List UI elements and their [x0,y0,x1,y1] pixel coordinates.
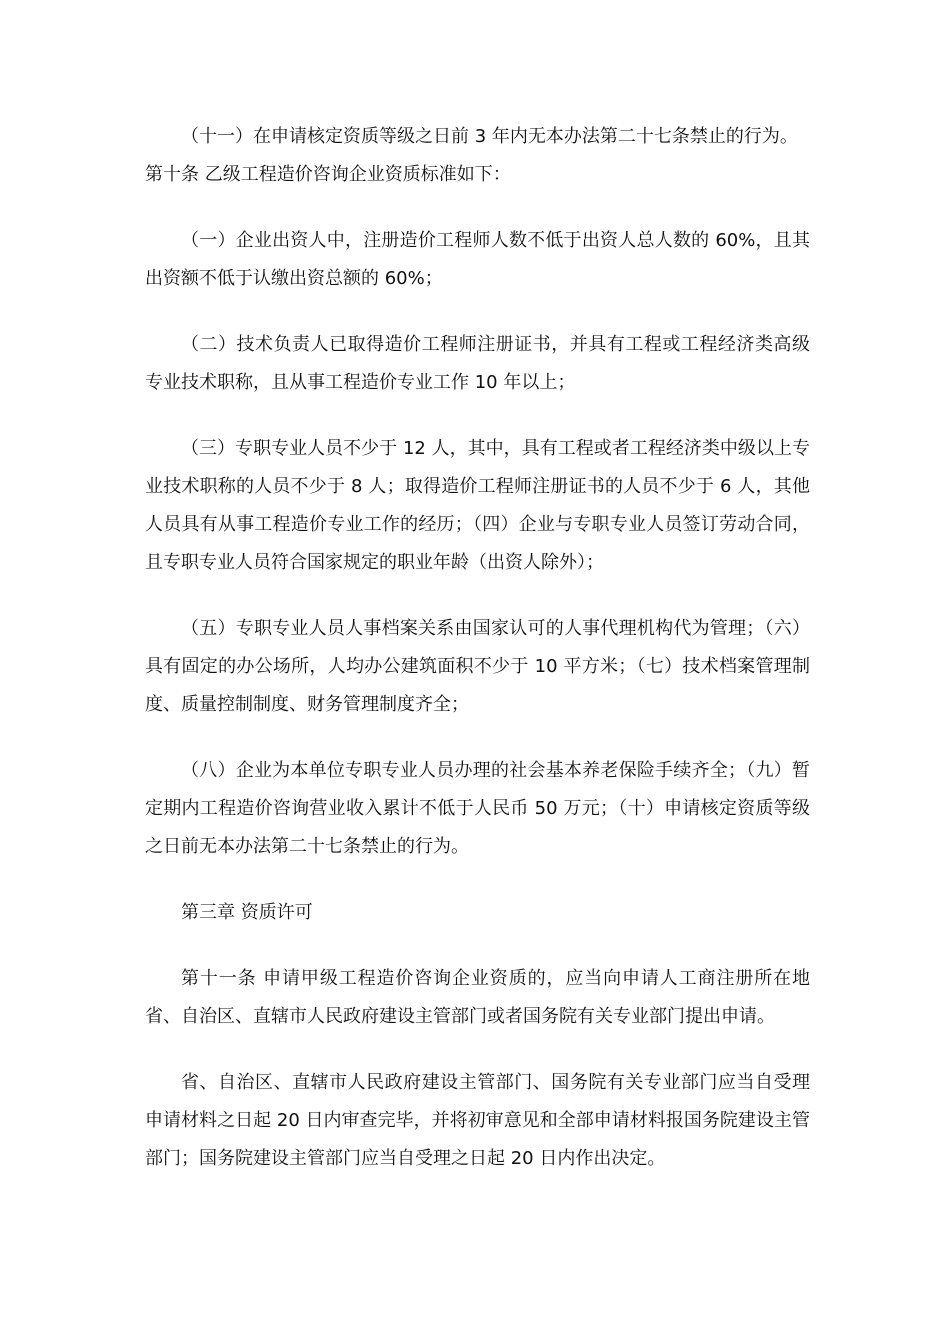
paragraph-item-3-4: （三）专职专业人员不少于 12 人，其中，具有工程或者工程经济类中级以上专业技术职称的人员不少于 8 人；取得造价工程师注册证书的人员不少于 6 人，其他人员具有从事工程造价专业工作的经历；（四）企业与专职专业人员签订劳动合同，且专职专业人员符合国家规定的职业年龄（出资人除外）； [145,438,810,573]
paragraph-item-1: （一）企业出资人中，注册造价工程师人数不低于出资人总人数的 60%，且其出资额不低于认缴出资总额的 60%； [145,230,810,289]
paragraph-item-11: （十一）在申请核定资质等级之日前 3 年内无本办法第二十七条禁止的行为。 [181,126,798,147]
article-10-heading: 第十条 乙级工程造价咨询企业资质标准如下： [145,164,511,185]
article-11-review: 省、自治区、直辖市人民政府建设主管部门、国务院有关专业部门应当自受理申请材料之日起 20 日内审查完毕，并将初审意见和全部申请材料报国务院建设主管部门；国务院建设主管部门应当自受理之日起 20 日内作出决定。 [145,1072,810,1169]
paragraph-item-5-7: （五）专职专业人员人事档案关系由国家认可的人事代理机构代为管理；（六）具有固定的办公场所，人均办公建筑面积不少于 10 平方米；（七）技术档案管理制度、质量控制制度、财务管理制度齐全； [145,618,810,715]
chapter-3-heading: 第三章 资质许可 [181,902,313,923]
paragraph-item-8-10: （八）企业为本单位专职专业人员办理的社会基本养老保险手续齐全；（九）暂定期内工程造价咨询营业收入累计不低于人民币 50 万元；（十）申请核定资质等级之日前无本办法第二十七条禁止的行为。 [145,760,810,857]
paragraph-item-2: （二）技术负责人已取得造价工程师注册证书，并具有工程或工程经济类高级专业技术职称，且从事工程造价专业工作 10 年以上； [145,334,810,393]
article-11: 第十一条 申请甲级工程造价咨询企业资质的，应当向申请人工商注册所在地省、自治区、直辖市人民政府建设主管部门或者国务院有关专业部门提出申请。 [145,968,810,1027]
document-body [145,118,810,1206]
